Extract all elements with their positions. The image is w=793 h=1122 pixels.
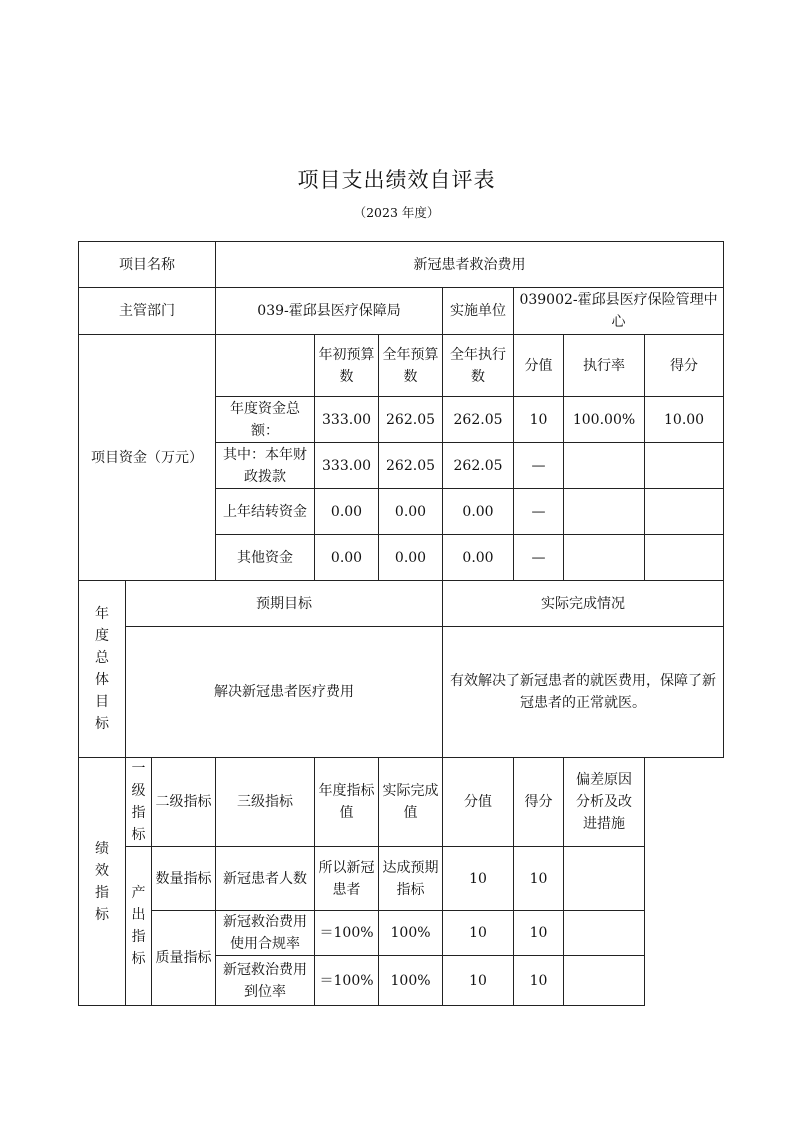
actual-cell: 达成预期指标 (379, 847, 443, 911)
deviation-header: 偏差原因分析及改进措施 (564, 758, 645, 847)
funds-row-score (645, 489, 724, 535)
funds-row-initial: 333.00 (315, 397, 379, 443)
funds-row-executed: 262.05 (443, 397, 514, 443)
level1-header: 一级指标 (126, 758, 152, 847)
funds-row-annual: 0.00 (379, 489, 443, 535)
funds-row-initial: 333.00 (315, 443, 379, 489)
funds-row-rate (564, 535, 645, 581)
funds-row-score-value: — (514, 443, 564, 489)
expected-goal-header: 预期目标 (126, 581, 443, 627)
level2-header: 二级指标 (152, 758, 216, 847)
dept-label: 主管部门 (79, 288, 216, 335)
funds-row-score-value: — (514, 489, 564, 535)
funds-header-annual: 全年预算数 (379, 335, 443, 397)
actual-completion-text: 有效解决了新冠患者的就医费用，保障了新冠患者的正常就医。 (443, 627, 724, 758)
funds-row-executed: 262.05 (443, 443, 514, 489)
funds-row-rate (564, 489, 645, 535)
level3-header: 三级指标 (216, 758, 315, 847)
deviation-cell (564, 911, 645, 956)
actual-cell: 100% (379, 911, 443, 956)
funds-row-annual: 262.05 (379, 397, 443, 443)
level1-output: 产出指标 (126, 847, 152, 1006)
funds-row-annual: 0.00 (379, 535, 443, 581)
funds-label: 项目资金（万元） (79, 335, 216, 581)
funds-row-initial: 0.00 (315, 535, 379, 581)
project-name-label: 项目名称 (79, 242, 216, 288)
score-header: 得分 (514, 758, 564, 847)
funds-row-score-value: — (514, 535, 564, 581)
dept-value: 039-霍邱县医疗保障局 (216, 288, 443, 335)
funds-row-rate (564, 443, 645, 489)
deviation-cell (564, 847, 645, 911)
actual-header: 实际完成值 (379, 758, 443, 847)
funds-row-initial: 0.00 (315, 489, 379, 535)
funds-row-score-value: 10 (514, 397, 564, 443)
level3-cell: 新冠患者人数 (216, 847, 315, 911)
page-subtitle: （2023 年度） (353, 205, 440, 220)
score-cell: 10 (514, 956, 564, 1006)
actual-completion-header: 实际完成情况 (443, 581, 724, 627)
funds-row-label: 年度资金总额： (216, 397, 315, 443)
level3-cell: 新冠救治费用到位率 (216, 956, 315, 1006)
target-header: 年度指标值 (315, 758, 379, 847)
funds-header-executed: 全年执行数 (443, 335, 514, 397)
funds-row-rate: 100.00% (564, 397, 645, 443)
funds-row-executed: 0.00 (443, 489, 514, 535)
unit-label: 实施单位 (443, 288, 514, 335)
funds-row-score (645, 443, 724, 489)
performance-table (78, 241, 724, 1006)
score-cell: 10 (514, 911, 564, 956)
funds-header-blank (216, 335, 315, 397)
score-value-cell: 10 (443, 847, 514, 911)
level3-cell: 新冠救治费用使用合规率 (216, 911, 315, 956)
funds-header-score: 得分 (645, 335, 724, 397)
deviation-cell (564, 956, 645, 1006)
funds-header-rate: 执行率 (564, 335, 645, 397)
funds-row-label: 上年结转资金 (216, 489, 315, 535)
annual-goal-label: 年度总体目标 (79, 581, 126, 758)
expected-goal-text: 解决新冠患者医疗费用 (126, 627, 443, 758)
score-value-cell: 10 (443, 911, 514, 956)
score-value-header: 分值 (443, 758, 514, 847)
performance-label: 绩效指标 (79, 758, 126, 1006)
score-value-cell: 10 (443, 956, 514, 1006)
target-cell: 所以新冠患者 (315, 847, 379, 911)
project-name-value: 新冠患者救治费用 (216, 242, 724, 288)
target-cell: ＝100% (315, 956, 379, 1006)
funds-row-score (645, 535, 724, 581)
level2-cell: 质量指标 (152, 911, 216, 1006)
funds-row-label: 其中：本年财政拨款 (216, 443, 315, 489)
funds-header-initial: 年初预算数 (315, 335, 379, 397)
funds-row-executed: 0.00 (443, 535, 514, 581)
unit-value: 039002-霍邱县医疗保险管理中心 (514, 288, 724, 335)
funds-row-annual: 262.05 (379, 443, 443, 489)
level2-cell: 数量指标 (152, 847, 216, 911)
funds-row-score: 10.00 (645, 397, 724, 443)
page-title: 项目支出绩效自评表 (297, 168, 496, 192)
target-cell: ＝100% (315, 911, 379, 956)
funds-row-label: 其他资金 (216, 535, 315, 581)
funds-header-score-value: 分值 (514, 335, 564, 397)
actual-cell: 100% (379, 956, 443, 1006)
score-cell: 10 (514, 847, 564, 911)
